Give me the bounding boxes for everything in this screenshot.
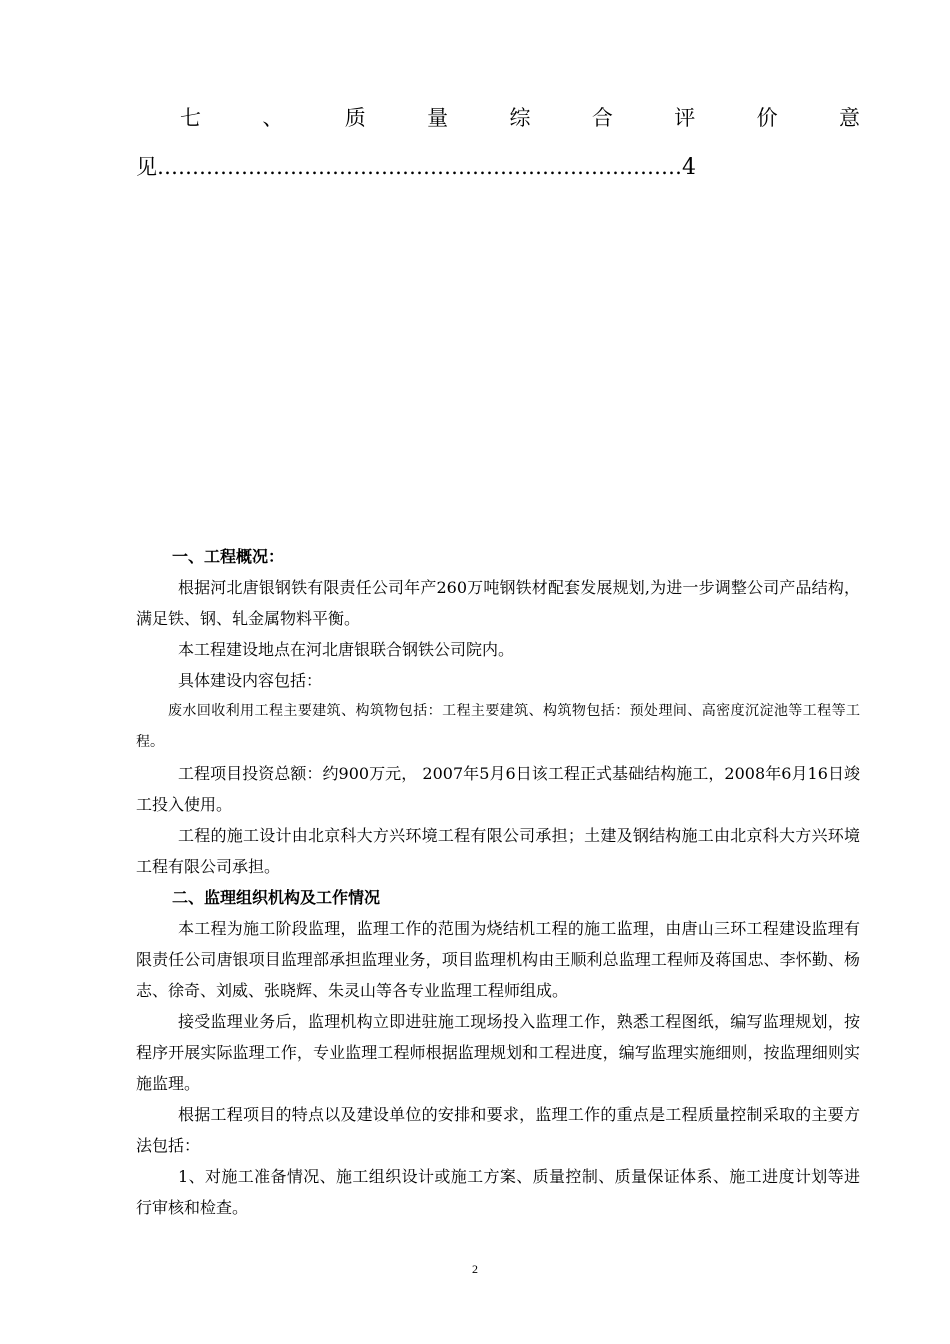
paragraph: 接受监理业务后，监理机构立即进驻施工现场投入监理工作，熟悉工程图纸，编写监理规划，按程序开展实际监理工作，专业监理工程师根据监理规划和工程进度，编写监理实施细则，按监理细则实施监理。 [136, 1012, 860, 1093]
toc-entry-line2 [136, 152, 696, 183]
toc-leader-dots: ………………………………………………………………… [157, 155, 682, 179]
paragraph: 具体建设内容包括： [178, 671, 323, 690]
toc-char: 七 [180, 106, 201, 130]
section-heading-supervision: 二、监理组织机构及工作情况 [172, 888, 381, 907]
toc-text: 见 [136, 155, 157, 179]
toc-entry-line1 [180, 104, 860, 132]
toc-char: 量 [427, 106, 449, 130]
toc-page-number: 4 [682, 155, 696, 180]
paragraph: 根据工程项目的特点以及建设单位的安排和要求，监理工作的重点是工程质量控制采取的主要方法包括： [136, 1105, 860, 1155]
document-body [136, 541, 860, 1223]
toc-char: 价 [756, 106, 778, 130]
toc-char: 质 [344, 106, 366, 130]
paragraph: 工程项目投资总额：约900万元， 2007年5月6日该工程正式基础结构施工，2008年6月16日竣工投入使用。 [136, 764, 860, 814]
toc-char: 综 [509, 106, 531, 130]
toc-char: 意 [839, 106, 860, 130]
paragraph: 本工程建设地点在河北唐银联合钢铁公司院内。 [178, 640, 515, 659]
toc-char: 合 [591, 106, 613, 130]
toc-char: 、 [262, 106, 284, 130]
paragraph: 根据河北唐银钢铁有限责任公司年产260万吨钢铁材配套发展规划,为进一步调整公司产品结构，满足铁、钢、轧金属物料平衡。 [136, 578, 860, 628]
paragraph: 1、对施工准备情况、施工组织设计或施工方案、质量控制、质量保证体系、施工进度计划等进行审核和检查。 [136, 1167, 860, 1217]
paragraph: 工程的施工设计由北京科大方兴环境工程有限公司承担；土建及钢结构施工由北京科大方兴环境工程有限公司承担。 [136, 826, 860, 876]
toc-char: 评 [674, 106, 696, 130]
page-number: 2 [472, 1262, 478, 1276]
paragraph: 本工程为施工阶段监理，监理工作的范围为烧结机工程的施工监理，由唐山三环工程建设监理有限责任公司唐银项目监理部承担监理业务，项目监理机构由王顺利总监理工程师及蒋国忠、李怀勤、杨志、徐奇、刘威、张晓辉、朱灵山等各专业监理工程师组成。 [136, 919, 860, 1000]
paragraph: 废水回收利用工程主要建筑、构筑物包括：工程主要建筑、构筑物包括：预处理间、高密度沉淀池等工程等工程。 [136, 703, 860, 750]
section-heading-overview: 一、工程概况： [172, 547, 285, 566]
